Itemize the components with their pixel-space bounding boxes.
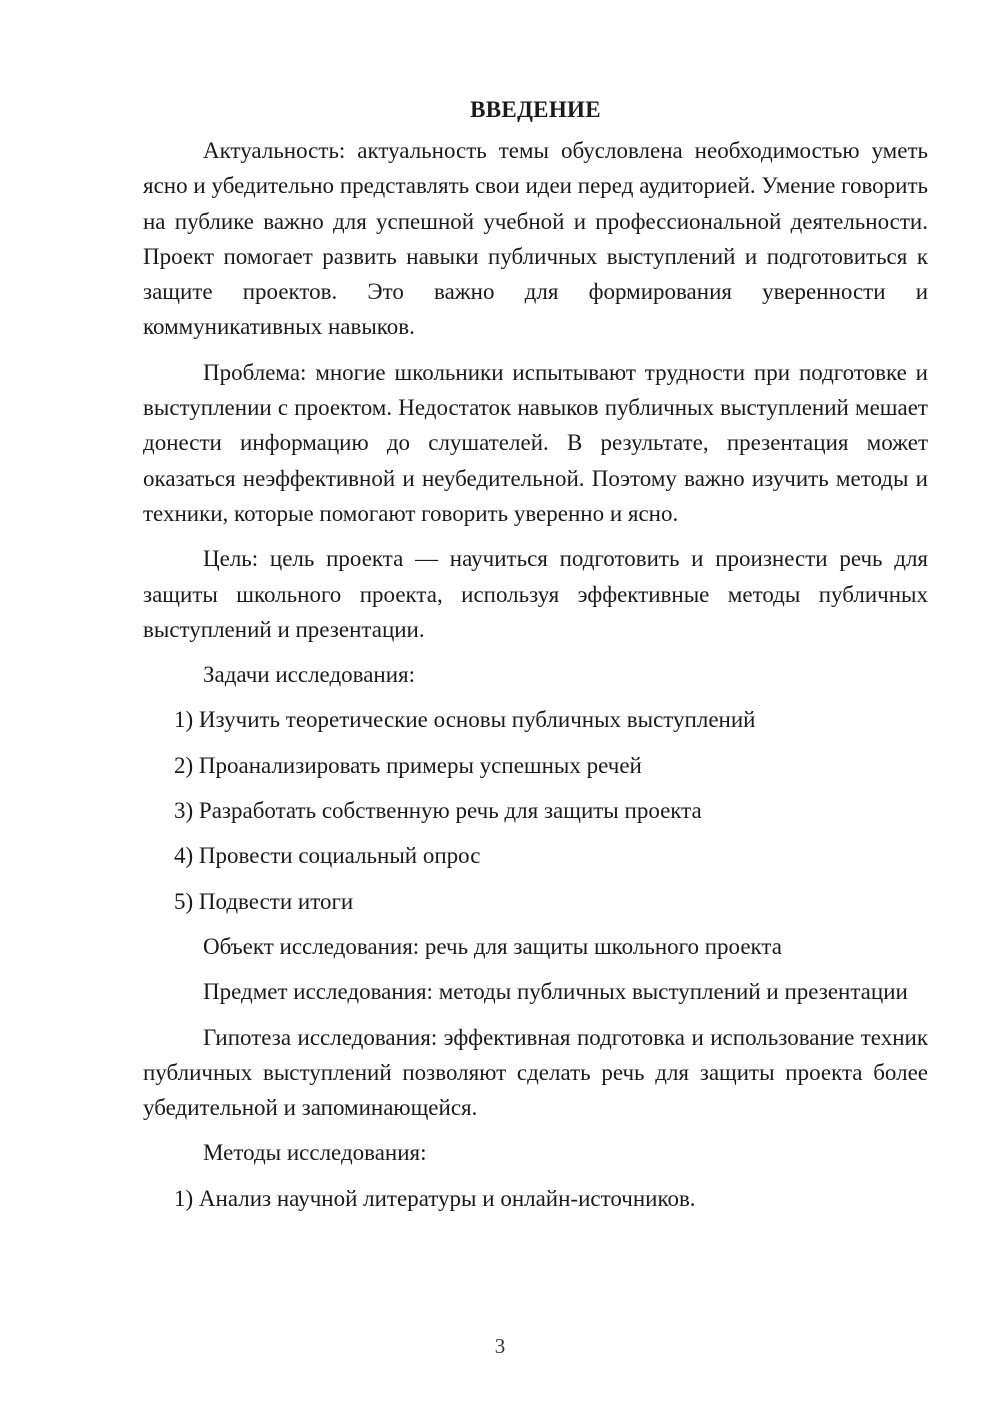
list-item: 1) Изучить теоретические основы публичных выступлений (174, 707, 756, 733)
page-title: ВВЕДЕНИЕ (470, 97, 601, 122)
list-item: 2) Проанализировать примеры успешных речей (174, 752, 642, 778)
list-item: 4) Провести социальный опрос (174, 843, 481, 869)
list-item: 3) Разработать собственную речь для защиты проекта (174, 798, 702, 824)
page-number: 3 (494, 1334, 506, 1358)
hypothesis-paragraph: Гипотеза исследования: эффективная подготовка и использование техник публичных выступлений позволяют сделать речь для защиты проекта более убедительной и запоминающейся. (143, 1024, 928, 1121)
methods-heading: Методы исследования: (203, 1140, 427, 1166)
problem-paragraph: Проблема: многие школьники испытывают трудности при подготовке и выступлении с проектом. Недостаток навыков публичных выступлений мешает донести информацию до слушателей. В результате, презентация может оказаться неэффективной и неубедительной. Поэтому важно изучить методы и техники, которые помогают говорить уверенно и ясно. (143, 359, 928, 526)
methods-list (143, 1181, 928, 1216)
goal-paragraph: Цель: цель проекта — научиться подготовить и произнести речь для защиты школьного проекта, используя эффективные методы публичных выступлений и презентации. (143, 546, 928, 642)
tasks-list (143, 702, 928, 918)
subject-paragraph: Предмет исследования: методы публичных выступлений и презентации (203, 979, 908, 1005)
document-page (143, 92, 928, 1226)
list-item: 5) Подвести итоги (174, 888, 354, 914)
list-item: 1) Анализ научной литературы и онлайн-источников. (174, 1185, 696, 1211)
relevance-paragraph: Актуальность: актуальность темы обусловлена необходимостью уметь ясно и убедительно представлять свои идеи перед аудиторией. Умение говорить на публике важно для успешной учебной и профессиональной деятельности. Проект помогает развить навыки публичных выступлений и подготовиться к защите проектов. Это важно для формирования уверенности и коммуникативных навыков. (143, 138, 928, 340)
object-paragraph: Объект исследования: речь для защиты школьного проекта (203, 933, 782, 959)
tasks-heading: Задачи исследования: (203, 662, 416, 688)
